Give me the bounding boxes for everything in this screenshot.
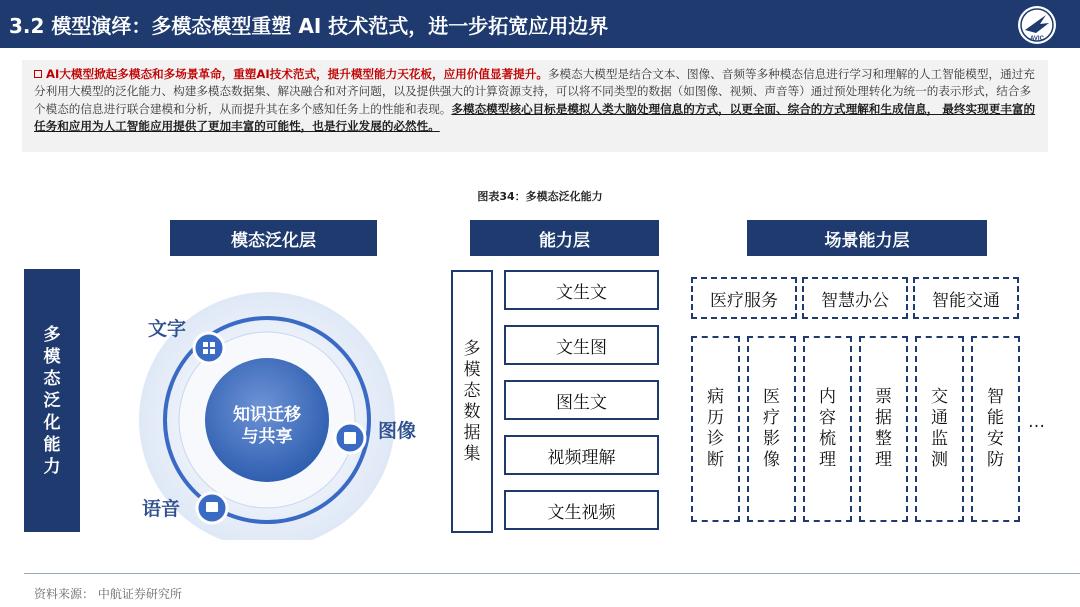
scene-char: 据 (875, 408, 892, 428)
ability-item: 视频理解 (504, 435, 659, 475)
scene-char: 测 (931, 450, 948, 470)
bullet-square-icon (34, 70, 42, 78)
scene-char: 防 (987, 450, 1004, 470)
image-node-icon (344, 432, 356, 444)
footer-divider (24, 573, 1080, 574)
scene-sub-item (915, 336, 964, 522)
dataset-char: 态 (463, 380, 481, 401)
text-node-icon (210, 349, 215, 354)
summary-body: 多模态大模型是结合文本、图像、音频等多种模态信息进行学习和理解的人工智能模型，通过充分利用大模型的泛化能力、构建多模态数据集、解决融合和对齐问题，以及提供强大的计算资源支持，可以将不同类型的数据（如图像、视频、声音等）通过预处理转化为统一的表示形式，结合多个模态的信息进行联合建模和分析，从而提升其在多个感知任务上的性能和表现。 (34, 67, 1035, 116)
scene-char: 医 (763, 387, 780, 407)
summary-emphasis: 多模态模型核心目标是模拟人类大脑处理信息的方式，以更全面、综合的方式理解和生成信息， 最终实现更丰富的任务和应用为人工智能应用提供了更加丰富的可能性，也是行业发展的必然性。 (34, 101, 1036, 134)
scene-ellipsis: … (1028, 412, 1045, 432)
scene-char: 监 (931, 429, 948, 449)
scene-char: 票 (875, 387, 892, 407)
orbit-center-label (213, 404, 321, 448)
scene-char: 理 (819, 450, 836, 470)
scene-char: 历 (707, 408, 724, 428)
dataset-char: 模 (463, 359, 481, 380)
ability-item: 文生视频 (504, 490, 659, 530)
scene-char: 通 (931, 408, 948, 428)
scene-sub-item (803, 336, 852, 522)
scene-top-item: 智慧办公 (802, 277, 908, 319)
ability-item: 图生文 (504, 380, 659, 420)
page-title: 3.2 模型演绎：多模态模型重塑 AI 技术范式，进一步拓宽应用边界 (9, 14, 609, 38)
scene-char: 诊 (707, 429, 724, 449)
dataset-char: 集 (463, 443, 481, 464)
orbit-label-audio: 语音 (142, 498, 181, 520)
side-char: 能 (43, 434, 61, 455)
dataset-box (451, 270, 493, 533)
scene-char: 梳 (819, 429, 836, 449)
figure-title: 图表34：多模态泛化能力 (477, 190, 603, 203)
side-label-multimodal-generalization (24, 269, 80, 532)
side-char: 力 (43, 456, 61, 477)
scene-char: 能 (987, 408, 1004, 428)
orbit-label-image: 图像 (378, 420, 417, 442)
side-char: 泛 (43, 390, 61, 411)
center-line: 与共享 (241, 427, 293, 447)
side-char: 化 (43, 412, 61, 433)
side-char: 态 (43, 368, 61, 389)
header-bar (0, 0, 1080, 48)
scene-char: 整 (875, 429, 892, 449)
scene-top-item: 智能交通 (913, 277, 1019, 319)
scene-char: 像 (763, 450, 780, 470)
dataset-char: 多 (463, 338, 481, 359)
scene-sub-item (747, 336, 796, 522)
ability-item: 文生图 (504, 325, 659, 365)
scene-char: 影 (763, 429, 780, 449)
scene-char: 疗 (763, 408, 780, 428)
column-header-scene: 场景能力层 (747, 220, 987, 256)
dataset-char: 数 (463, 401, 481, 422)
summary-highlight: AI大模型掀起多模态和多场景革命，重塑AI技术范式，提升模型能力天花板，应用价值显著提升。 (46, 67, 548, 81)
scene-sub-item (971, 336, 1020, 522)
scene-char: 理 (875, 450, 892, 470)
center-line: 知识迁移 (233, 405, 301, 425)
avic-logo-icon (1016, 4, 1058, 46)
text-node (194, 333, 224, 363)
scene-sub-item (859, 336, 908, 522)
scene-sub-item (691, 336, 740, 522)
source-note: 资料来源： 中航证券研究所 (34, 587, 182, 601)
column-header-modality: 模态泛化层 (170, 220, 377, 256)
audio-node-icon (206, 502, 218, 512)
text-node-icon (210, 342, 215, 347)
logo-text: AVIC (1030, 36, 1044, 42)
ability-item: 文生文 (504, 270, 659, 310)
scene-char: 内 (819, 387, 836, 407)
scene-char: 病 (707, 387, 724, 407)
scene-char: 交 (931, 387, 948, 407)
dataset-char: 据 (463, 422, 481, 443)
summary-box (22, 60, 1048, 152)
scene-char: 容 (819, 408, 836, 428)
text-node-icon (203, 349, 208, 354)
column-header-ability: 能力层 (470, 220, 659, 256)
scene-top-item: 医疗服务 (691, 277, 797, 319)
side-char: 模 (43, 346, 61, 367)
scene-char: 智 (987, 387, 1004, 407)
scene-char: 安 (987, 429, 1004, 449)
orbit-label-text: 文字 (148, 318, 187, 340)
text-node-icon (203, 342, 208, 347)
scene-char: 断 (707, 450, 724, 470)
side-char: 多 (43, 324, 61, 345)
